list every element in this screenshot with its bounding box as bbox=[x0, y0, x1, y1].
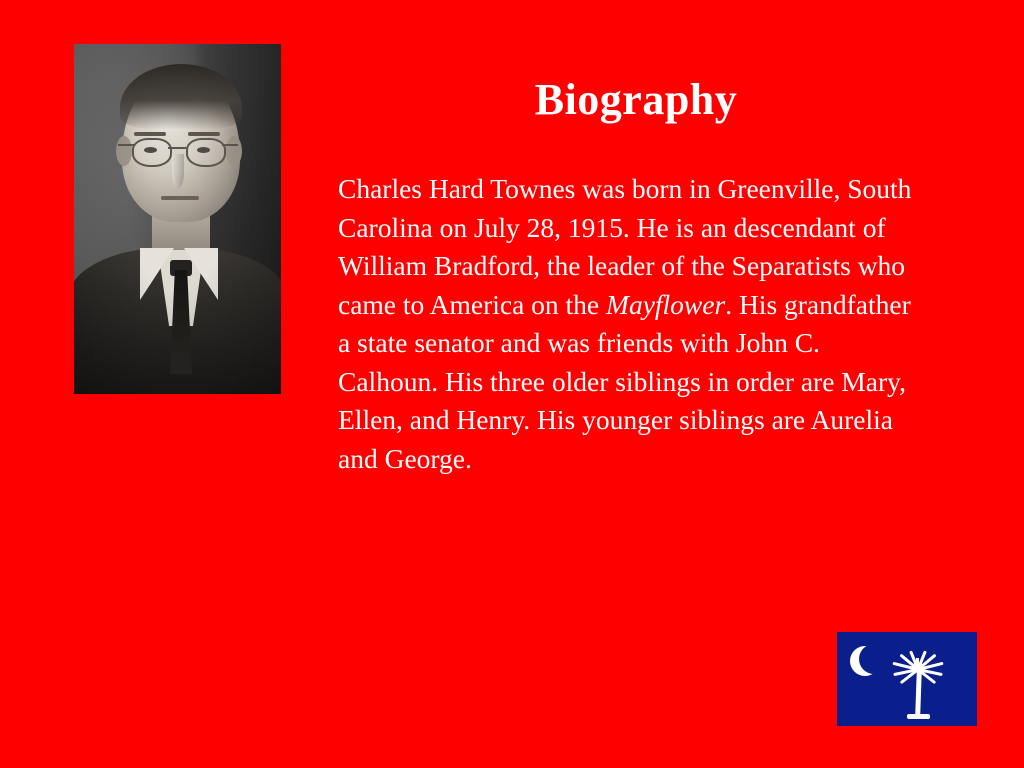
photo-vignette bbox=[74, 44, 281, 394]
biography-text-part1: Charles Hard Townes was born in Greenville, South Carolina on July 28, 1915. He is an descendant of William Bradford, the leader of the Separatists who came to America on the bbox=[338, 173, 912, 320]
crescent-moon-cutout bbox=[859, 644, 889, 674]
page-title: Biography bbox=[534, 75, 738, 124]
biography-paragraph bbox=[338, 170, 918, 478]
palm-trunk bbox=[915, 668, 922, 718]
biography-italic-mayflower: Mayflower bbox=[606, 288, 726, 320]
portrait-photo bbox=[74, 44, 281, 394]
palm-base bbox=[907, 714, 930, 719]
south-carolina-flag bbox=[837, 632, 977, 726]
biography-text-part2: . His grandfather a state senator and was friends with John C. Calhoun. His three older siblings in order are Mary, Ellen, and Henry. His younger siblings are Aurelia and George. bbox=[338, 288, 911, 474]
palmetto-tree-icon bbox=[889, 648, 949, 718]
